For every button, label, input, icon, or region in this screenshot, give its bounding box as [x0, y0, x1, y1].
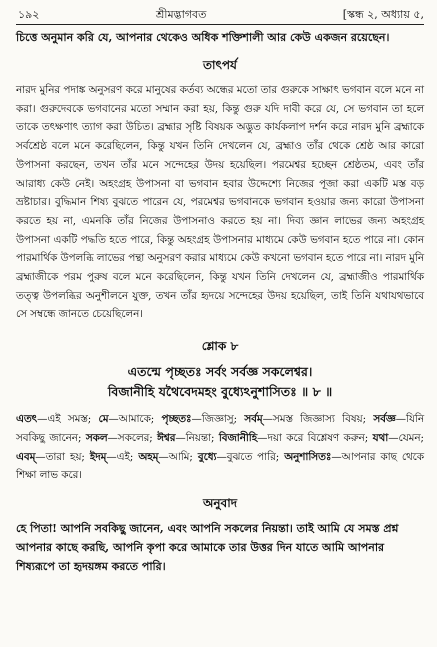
verse-heading: শ্লোক ৮	[201, 339, 239, 354]
synonym-term: অনুশাসিতঃ	[284, 450, 332, 463]
synonym-meaning: যিনি সবকিছু জানেন	[16, 413, 425, 444]
synonym-meaning: আমাকে	[118, 413, 151, 426]
book-page	[16, 4, 424, 576]
synonym-meaning: আমি	[168, 450, 190, 463]
purport-heading: তাৎপর্য	[203, 58, 237, 72]
synonym-term: সর্বম্	[244, 413, 263, 426]
synonym-term: যথা	[372, 431, 389, 444]
synonym-term: এতৎ	[16, 413, 38, 426]
synonym-meaning: এই সমস্ত	[47, 413, 88, 426]
verse-line-1: এতন্মে পৃচ্ছতঃ সর্বং সর্বজ্ঞ সকলেশ্বর।	[127, 364, 313, 380]
synonym-meaning: আপনার কাছ থেকে শিক্ষা লাভ করে	[16, 450, 425, 482]
synonym-meaning: এই	[116, 450, 130, 463]
synonym-term: ইদম্	[89, 450, 107, 463]
translation-text: হে পিতা! আপনি সবকিছু জানেন, এবং আপনি সকলের নিয়ন্তা। তাই আমি যে সমস্ত প্রশ্ন আপনার কাছে করছি, আপনি কৃপা করে আমাকে তার উত্তর দিন যাতে আমি আপনার শিষ্যরূপে তা হৃদয়ঙ্গম করতে পারি।	[16, 521, 399, 573]
synonym-term: বিজানীহি	[218, 431, 258, 444]
synonym-meaning: দয়া করে বিশ্লেষণ করুন	[267, 431, 365, 444]
lead-paragraph: চিত্তে অনুমান করি যে, আপনার থেকেও অধিক শক্তিশালী আর কেউ একজন রয়েছেন।	[16, 31, 390, 44]
chapter-reference: [স্কন্ধ ২, অধ্যায় ৫,	[342, 8, 424, 21]
page-number: ১৯২	[18, 8, 40, 21]
translation-heading: অনুবাদ	[202, 495, 238, 510]
synonym-term: বুধ্যে	[197, 450, 217, 463]
synonym-meaning: সমস্ত জিজ্ঞাস্য বিষয়	[272, 413, 363, 426]
synonym-meaning: তারা হয়	[45, 450, 82, 463]
synonym-term: সকল	[85, 431, 108, 444]
synonym-meaning: বুঝতে পারি	[226, 450, 276, 463]
synonym-meaning: নিয়ন্তা	[185, 431, 211, 444]
verse-line-2: বিজানীহি যথৈবেদমহং বুধ্যেঽনুশাসিতঃ ॥ ৮ ॥	[107, 384, 333, 400]
purport-text: নারদ মুনির পদাঙ্ক অনুসরণ করে মানুষের কর্তব্য অন্ধের মতো তার গুরুকে সাক্ষাৎ ভগবান বলে মনে না করা। গুরুদেবকে ভগবানের মতো সম্মান করা হয়, কিন্তু গুরু যদি দাবী করে যে, সে ভগবান তা হলে তাকে তৎক্ষণাৎ ত্যাগ করা উচিত। ব্রহ্মার সৃষ্টি বিষয়ক অদ্ভুত কার্যকলাপ দর্শন করে নারদ মুনি ব্রহ্মাকে সর্বশ্রেষ্ঠ বলে মনে করেছিলেন, কিন্তু যখন তিনি দেখলেন যে, ব্রহ্মাও তাঁর থেকে শ্রেষ্ঠ আর কারো উপাসনা করছেন, তখন তাঁর মনে সন্দেহের উদয় হয়েছিল। পরমেশ্বর হচ্ছেন শ্রেষ্ঠতম, এবং তাঁর আরাধ্য কেউ নেই। অহংগ্রহ উপাসনা বা ভগবান হবার উদ্দেশ্যে নিজের পূজা করা একটি মস্ত বড় ভ্রষ্টাচার। বুদ্ধিমান শিষ্য বুঝতে পারেন যে, পরমেশ্বর ভগবানকে ভগবান হওয়ার জন্য কারো উপাসনা করতে হয় না, এমনকি তাঁর নিজের উপাসনাও করতে হয় না। দিব্য জ্ঞান লাভের জন্য অহংগ্রহ উপাসনা একটি পদ্ধতি হতে পারে, কিন্তু অহংগ্রহ উপাসনার মাধ্যমে কেউ ভগবান হতে পারে না। কোন পারমার্থিক উপলব্ধি লাভের পন্থা অনুসরণ করার মাধ্যমে কেউ কখনো ভগবান হতে পারে না। নারদ মুনি ব্রহ্মাজীকে পরম পুরুষ বলে মনে করেছিলেন, কিন্তু যখন তিনি দেখলেন যে, ব্রহ্মাজীও পারমার্থিক তত্ত্ব উপলব্ধির অনুশীলনে যুক্ত, তখন তাঁর হৃদয়ে সন্দেহের উদয় হয়েছিল, তাই তিনি যথাযথভাবে সে সম্বন্ধে জানতে চেয়েছিলেন।	[16, 84, 424, 321]
synonym-term: পৃচ্ছতঃ	[161, 413, 192, 426]
synonym-term: ঈশ্বর	[157, 431, 176, 444]
synonym-term: এবম্	[16, 450, 36, 463]
running-title: শ্রীমদ্ভাগবত	[156, 8, 207, 21]
synonym-meaning: জিজ্ঞাসু	[201, 413, 234, 426]
synonym-meaning: সকলের	[117, 431, 150, 444]
synonym-term: সর্বজ্ঞ	[373, 413, 396, 426]
synonym-term: অহম্	[138, 450, 159, 463]
page-header	[16, 4, 424, 22]
synonym-meaning: যেমন	[398, 431, 421, 444]
synonym-term: মে	[98, 413, 109, 426]
word-for-word-synonyms: এতৎ—এই সমস্ত; মে—আমাকে; পৃচ্ছতঃ—জিজ্ঞাসু; সর্বম্—সমস্ত জিজ্ঞাস্য বিষয়; সর্বজ্ঞ—যিনি সবকিছু জানেন; সকল—সকলের; ঈশ্বর—নিয়ন্তা; বিজানীহি—দয়া করে বিশ্লেষণ করুন; যথা—যেমন; এবম্—তারা হয়; ইদম্—এই; অহম্—আমি; বুধ্যে—বুঝতে পারি; অনুশাসিতঃ—আপনার কাছ থেকে শিক্ষা লাভ করে।	[16, 413, 425, 482]
